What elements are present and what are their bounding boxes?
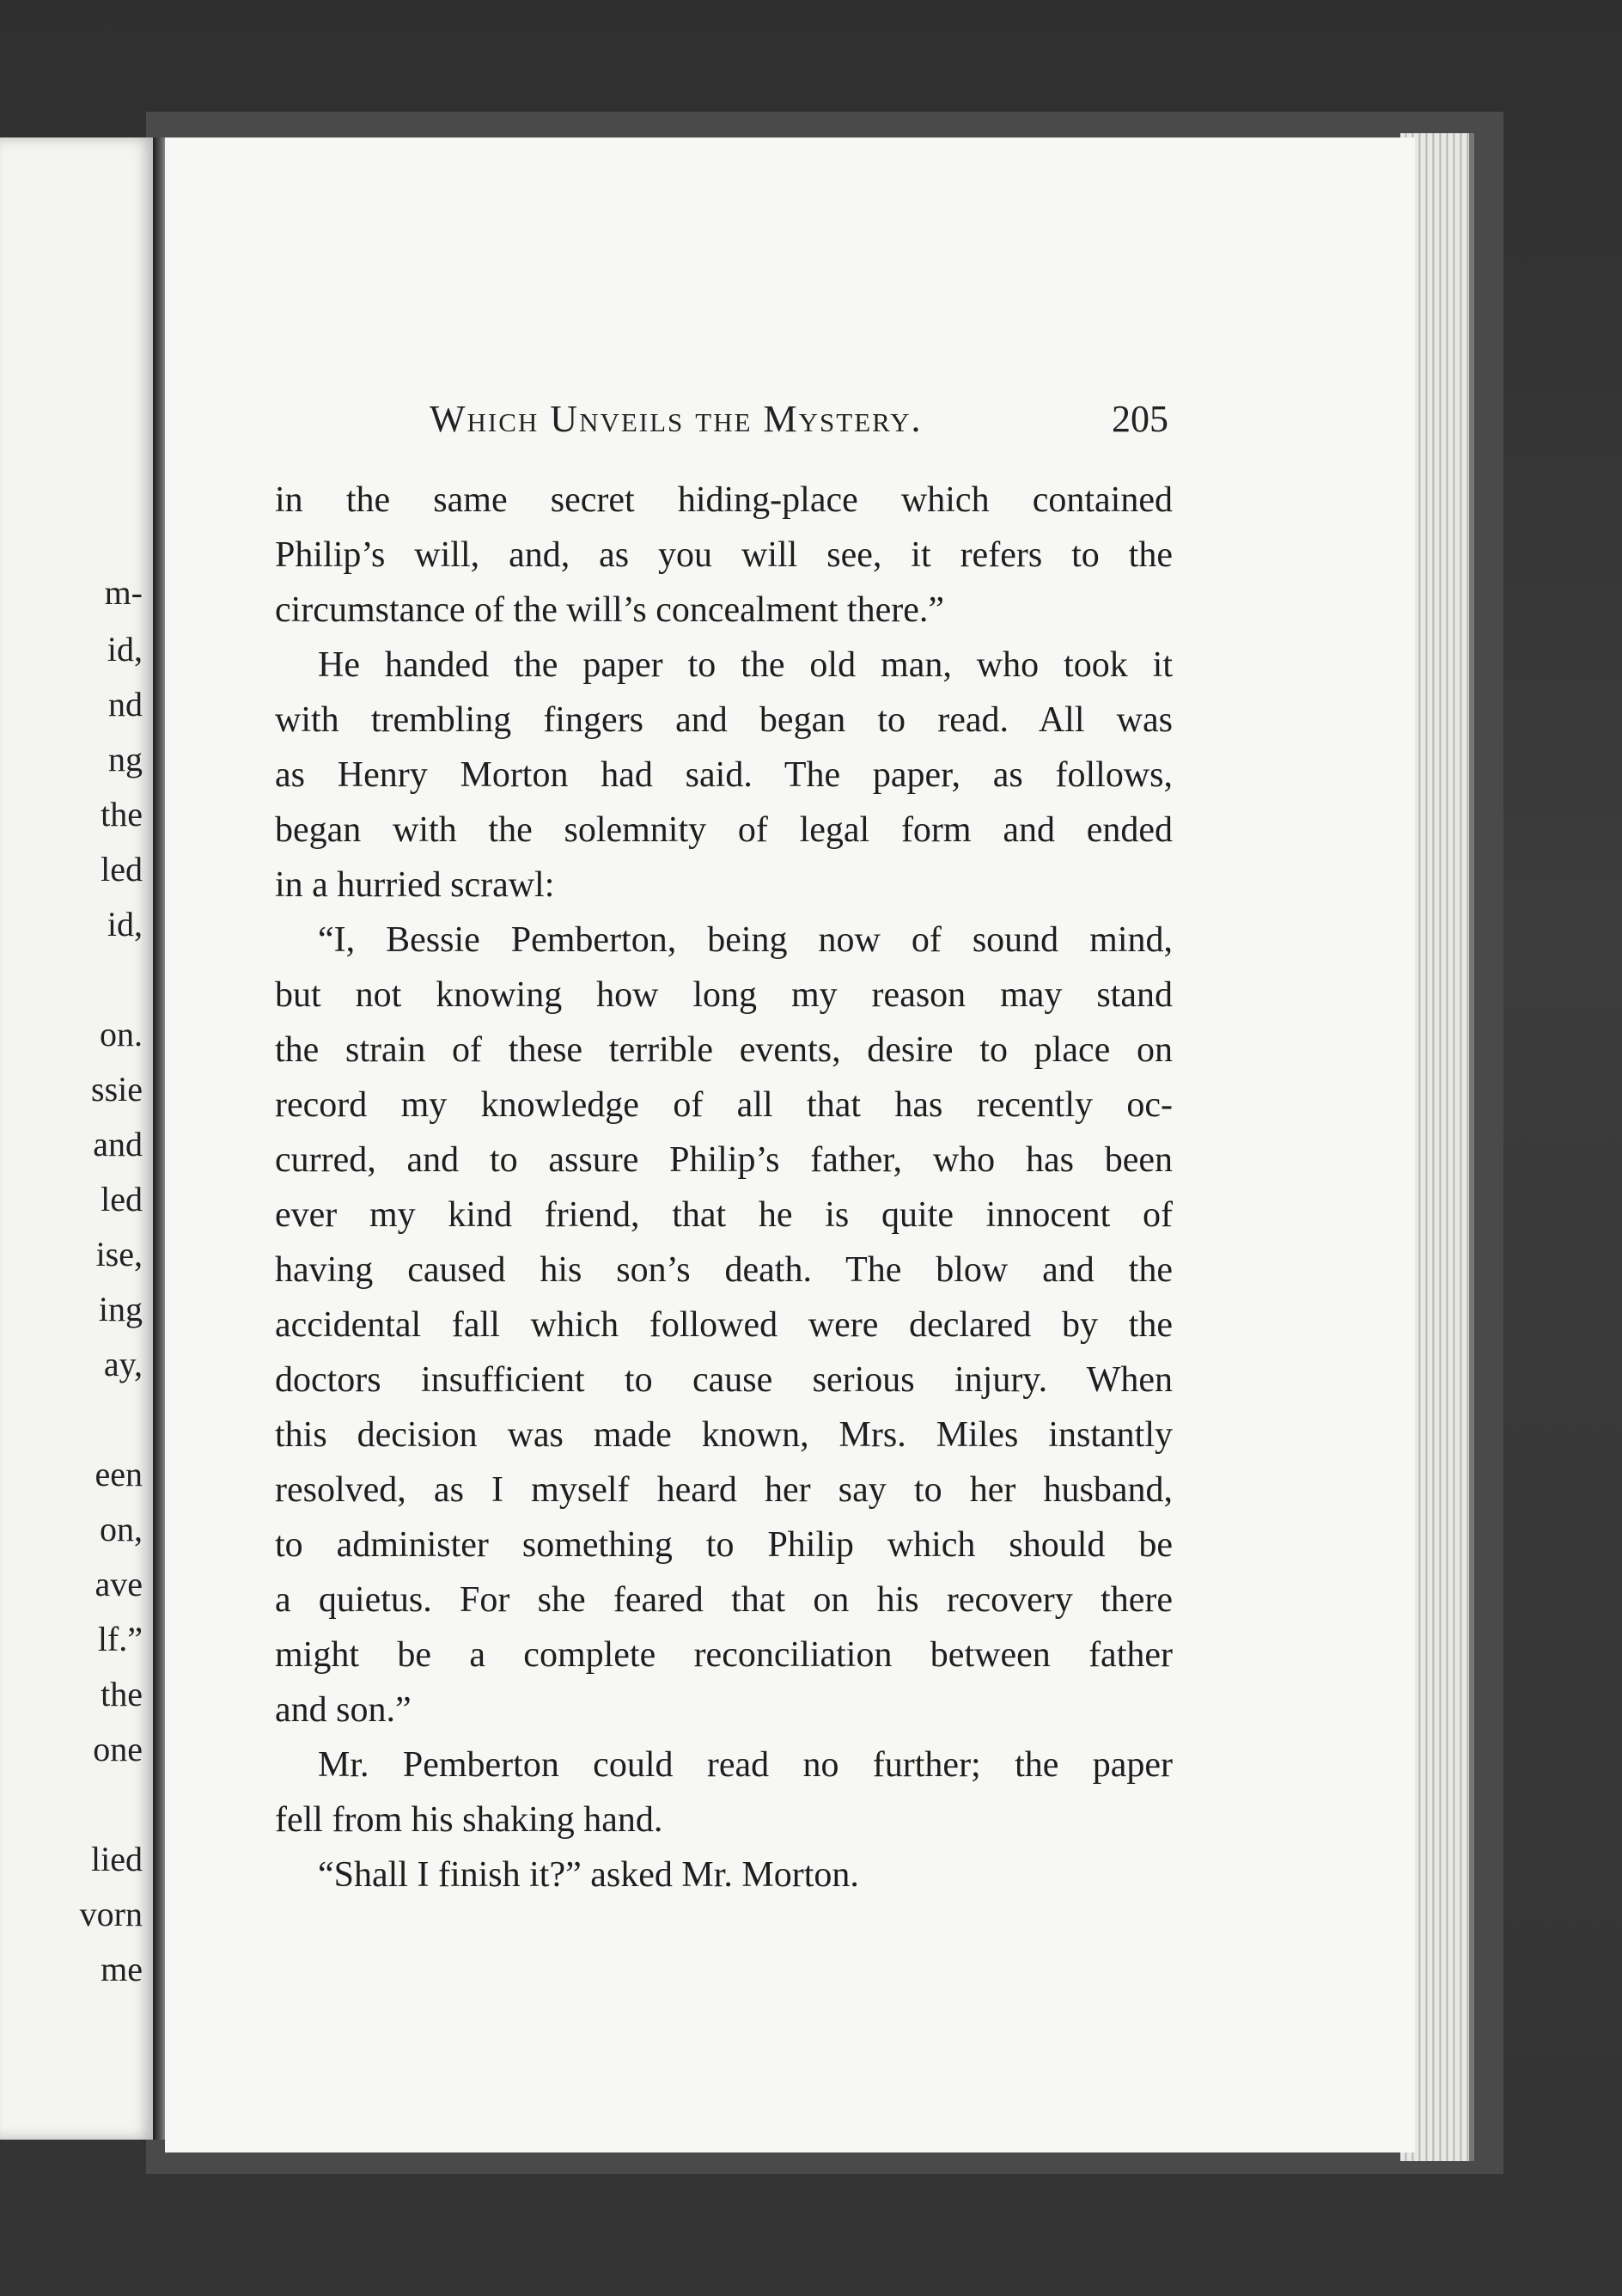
text-line: ever my kind friend, that he is quite innocent of [275, 1195, 1173, 1235]
text-line: in a hurried scrawl: [275, 865, 555, 905]
text-line: Philip’s will, and, as you will see, it refers to the [275, 535, 1173, 575]
page-number: 205 [1112, 398, 1168, 440]
left-page-fragment: led [101, 1180, 143, 1218]
text-line: in the same secret hiding-place which contained [275, 480, 1173, 520]
text-line: to administer something to Philip which should be [275, 1525, 1173, 1565]
text-line: He handed the paper to the old man, who took it [318, 645, 1173, 685]
text-line: curred, and to assure Philip’s father, who has been [275, 1140, 1173, 1180]
text-line: might be a complete reconciliation between father [275, 1635, 1173, 1675]
left-page-fragment: led [101, 850, 143, 888]
left-page-fragment: ssie [91, 1070, 143, 1108]
left-page-fragment: on, [100, 1510, 143, 1548]
book-gutter [153, 137, 165, 2140]
left-page-fragment: the [101, 795, 143, 834]
left-page-fragment: vorn [79, 1895, 143, 1933]
text-line: resolved, as I myself heard her say to her husband, [275, 1470, 1173, 1510]
text-line: fell from his shaking hand. [275, 1800, 663, 1840]
left-page-fragment: the [101, 1675, 143, 1713]
left-page-fragment: lied [91, 1840, 143, 1878]
text-line: “Shall I finish it?” asked Mr. Morton. [318, 1855, 859, 1895]
left-page-fragment: on. [100, 1015, 143, 1053]
text-line: with trembling fingers and began to read. All was [275, 700, 1173, 740]
text-line: circumstance of the will’s concealment there.” [275, 590, 944, 630]
left-page-fragment: and [93, 1125, 143, 1163]
left-page-fragment: ay, [103, 1345, 143, 1383]
left-page-fragment: m- [104, 573, 143, 612]
text-line: but not knowing how long my reason may stand [275, 975, 1173, 1015]
text-line: record my knowledge of all that has recently oc- [275, 1085, 1173, 1125]
left-page-fragment: ave [95, 1565, 143, 1603]
page-header [430, 397, 1168, 449]
left-page-fragment: ing [98, 1290, 143, 1328]
left-page-fragment: one [93, 1730, 143, 1768]
left-page-fragment: me [101, 1950, 143, 1988]
text-line: began with the solemnity of legal form and ended [275, 810, 1173, 850]
text-line: “I, Bessie Pemberton, being now of sound mind, [318, 920, 1173, 960]
text-line: a quietus. For she feared that on his recovery there [275, 1580, 1173, 1620]
left-page-fragment: een [95, 1455, 143, 1493]
text-line: accidental fall which followed were declared by the [275, 1305, 1173, 1345]
text-line: this decision was made known, Mrs. Miles instantly [275, 1415, 1173, 1455]
left-page-fragment: id, [107, 630, 143, 669]
left-page-fragment: lf.” [97, 1620, 143, 1658]
text-line: having caused his son’s death. The blow and the [275, 1250, 1173, 1290]
left-page-fragment: nd [108, 685, 143, 724]
body-text [275, 473, 1173, 1902]
running-title: Which Unveils the Mystery. [430, 398, 923, 440]
text-line: the strain of these terrible events, desire to place on [275, 1030, 1173, 1070]
text-line: Mr. Pemberton could read no further; the paper [318, 1745, 1173, 1785]
text-line: doctors insufficient to cause serious injury. When [275, 1360, 1173, 1400]
text-line: and son.” [275, 1690, 412, 1730]
left-page [0, 137, 155, 2140]
text-line: as Henry Morton had said. The paper, as follows, [275, 755, 1173, 795]
left-page-fragment: id, [107, 905, 143, 943]
left-page-fragment: ise, [95, 1235, 143, 1273]
left-page-fragment: ng [108, 740, 143, 779]
